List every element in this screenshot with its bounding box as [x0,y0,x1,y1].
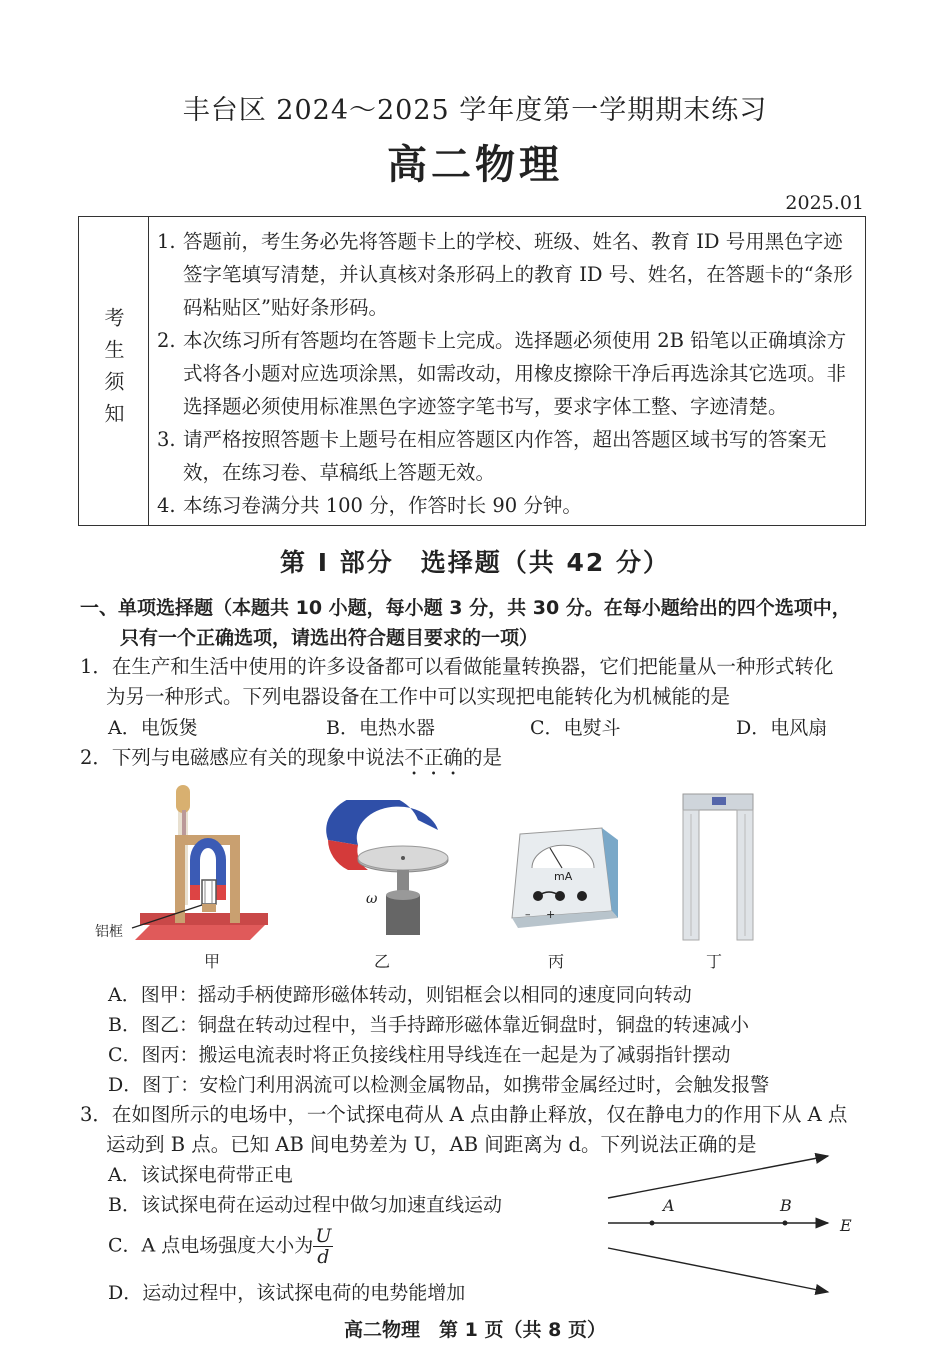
q1-option-d: D．电风扇 [736,717,828,739]
notice-item: 3. 请严格按照答题卡上题号在相应答题区内作答，超出答题区域书写的答案无效，在练习卷、草稿纸上答题无效。 [157,428,827,484]
q1-option-c: C．电熨斗 [530,717,621,739]
notice-item: 2. 本次练习所有答题均在答题卡上完成。选择题必须使用 2B 铅笔以正确填涂方式将各小题对应选项涂黑，如需改动，用橡皮擦除干净后再选涂其它选项。非选择题必须使用标准黑色字迹签字笔书写，要求字体工整、字迹清楚。 [157,329,847,418]
svg-text:铝框: 铝框 [95,924,123,940]
page-footer: 高二物理 第 1 页（共 8 页） [344,1319,606,1341]
q2-option-c: C．图丙：搬运电流表时将正负接线柱用导线连在一起是为了减弱指针摆动 [108,1044,731,1066]
notice-item: 1. 答题前，考生务必先将答题卡上的学校、班级、姓名、教育 ID 号用黑色字迹签字笔填写清楚，并认真核对条形码上的教育 ID 号、姓名，在答题卡的“条形码粘贴区”贴好条形码。 [157,230,853,319]
q3-option-d: D．运动过程中，该试探电荷的电势能增加 [108,1282,466,1304]
exam-date: 2025.01 [785,192,864,214]
svg-text:ω: ω [366,891,378,907]
q3-field-figure [600,1148,860,1303]
notice-item: 4. 本练习卷满分共 100 分，作答时长 90 分钟。 [157,494,582,517]
notice-label: 考生须知 [79,217,149,525]
field-e-label: E [840,1216,852,1235]
section-title: 一、单项选择题（本题共 10 小题，每小题 3 分，共 30 分。在每小题给出的四个选项中， 只有一个正确选项，请选出符合题目要求的一项） [80,597,851,649]
q2-option-d: D．图丁：安检门利用涡流可以检测金属物品，如携带金属经过时，会触发报警 [108,1074,770,1096]
question-2-stem: 2．下列与电磁感应有关的现象中说法不正确的是 [80,746,502,769]
q1-option-b: B．电热水器 [326,717,435,739]
q1-option-a: A．电饭煲 [108,717,198,739]
figure-ding-security-gate [678,790,758,942]
question-3-stem: 3．在如图所示的电场中，一个试探电荷从 A 点由静止释放，仅在静电力的作用下从 A 点 运动到 B 点。已知 AB 间电势差为 U，AB 间距离为 d。下列说法正确的是 [80,1103,848,1156]
figure-jia-magnet-frame [90,785,275,945]
svg-text:mA: mA [554,870,573,883]
svg-text:+: + [546,908,556,921]
caption-ding: 丁 [706,952,723,971]
q3-option-a: A．该试探电荷带正电 [108,1164,293,1186]
svg-text:–: – [525,908,531,921]
question-1-stem: 1．在生产和生活中使用的许多设备都可以看做能量转换器，它们把能量从一种形式转化 为另一种形式。下列电器设备在工作中可以实现把电能转化为机械能的是 [80,655,834,708]
point-b-label: B [780,1196,792,1215]
notice-box [78,216,866,526]
exam-title: 丰台区 2024～2025 学年度第一学期期末练习 [182,95,768,126]
point-b [783,1221,788,1226]
q2-option-b: B．图乙：铜盘在转动过程中，当手持蹄形磁体靠近铜盘时，铜盘的转速减小 [108,1014,749,1036]
point-a-label: A [663,1196,675,1215]
caption-yi: 乙 [374,952,391,971]
field-line-bottom [608,1248,828,1292]
fraction-u-over-d: $\frac{U}{d}$ [315,1225,332,1268]
caption-jia: 甲 [204,952,221,971]
field-line-top [608,1156,828,1198]
figure-bing-ammeter [510,826,620,934]
notice-items [157,225,857,522]
caption-bing: 丙 [548,952,565,971]
point-a [650,1221,655,1226]
q2-option-a: A．图甲：摇动手柄使蹄形磁体转动，则铝框会以相同的速度同向转动 [108,984,692,1006]
subject-title: 高二物理 [387,142,563,188]
q3-option-b: B．该试探电荷在运动过程中做匀加速直线运动 [108,1194,502,1216]
figure-yi-copper-disc [318,800,453,945]
q3-option-c: C．A 点电场强度大小为 $\frac{U}{d}$ [108,1225,332,1268]
part-title: 第 I 部分 选择题（共 42 分） [280,548,670,577]
